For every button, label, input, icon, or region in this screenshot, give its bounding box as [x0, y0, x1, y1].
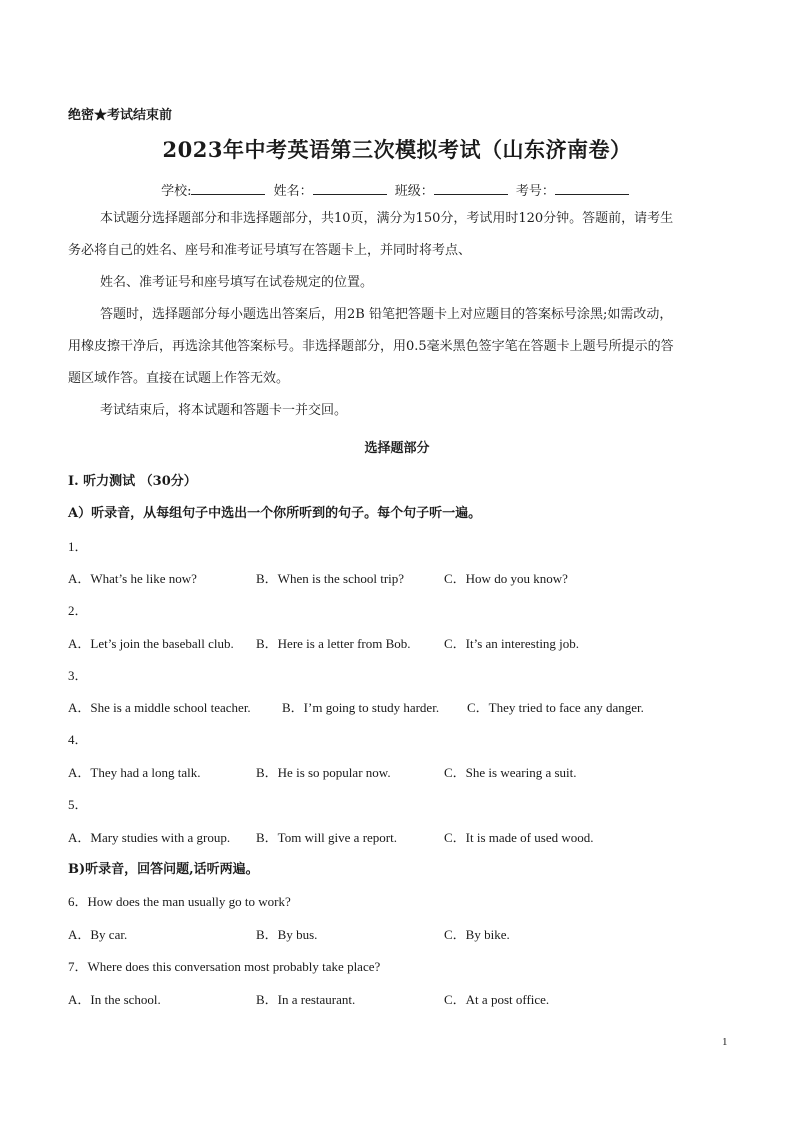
option-a[interactable]: A．Let’s join the baseball club. — [68, 636, 234, 651]
option-c[interactable]: C．It’s an interesting job. — [444, 636, 580, 651]
name-blank[interactable] — [313, 181, 387, 195]
instruction-line: 考试结束后，将本试题和答题卡一并交回。 — [100, 403, 348, 418]
option-a[interactable]: A．By car. — [68, 927, 128, 942]
part1-sub-b: B)听录音，回答问题,话听两遍。 — [68, 862, 259, 877]
page-number: 1 — [722, 1036, 728, 1048]
option-b[interactable]: B．Tom will give a report. — [256, 830, 397, 845]
class-label: 班级： — [394, 184, 434, 199]
question-number: 3． — [68, 668, 88, 683]
school-blank[interactable] — [191, 181, 265, 195]
option-c[interactable]: C．By bike. — [444, 927, 510, 942]
instruction-line: 答题时，选择题部分每小题选出答案后，用2B 铅笔把答题卡上对应题目的答案标号涂黑;如需改动， — [100, 307, 673, 322]
option-c[interactable]: C．It is made of used wood. — [444, 830, 594, 845]
instructions — [68, 203, 728, 427]
option-a[interactable]: A．Mary studies with a group. — [68, 830, 231, 845]
option-c[interactable]: C．At a post office. — [444, 992, 550, 1007]
option-b[interactable]: B．He is so popular now. — [256, 765, 391, 780]
option-b[interactable]: B．In a restaurant. — [256, 992, 356, 1007]
option-c[interactable]: C．She is wearing a suit. — [444, 765, 577, 780]
question-number: 2． — [68, 603, 88, 618]
option-a[interactable]: A．They had a long talk. — [68, 765, 201, 780]
instruction-line: 题区域作答。直接在试题上作答无效。 — [68, 371, 290, 386]
exam-title: 2023年中考英语第三次模拟考试（山东济南卷） — [162, 137, 632, 162]
option-a[interactable]: A．She is a middle school teacher. — [68, 700, 251, 715]
exam-number-label: 考号： — [515, 184, 555, 199]
part1-heading: I. 听力测试 （30分） — [68, 474, 197, 489]
instruction-line: 务必将自己的姓名、座号和准考证号填写在答题卡上，并同时将考点、 — [68, 243, 472, 258]
school-label: 学校: — [161, 184, 192, 199]
question-number: 4． — [68, 732, 88, 747]
name-label: 姓名： — [273, 184, 313, 199]
question-number: 1． — [68, 539, 88, 554]
option-a[interactable]: A．What’s he like now? — [68, 571, 197, 586]
question-number: 5． — [68, 797, 88, 812]
option-a[interactable]: A．In the school. — [68, 992, 161, 1007]
option-c[interactable]: C．They tried to face any danger. — [467, 700, 644, 715]
option-c[interactable]: C．How do you know? — [444, 571, 568, 586]
part1-sub-a: A）听录音，从每组句子中选出一个你所听到的句子。每个句子听一遍。 — [68, 506, 482, 521]
confidential-label: 绝密★考试结束前 — [68, 108, 173, 123]
section-title: 选择题部分 — [364, 441, 430, 456]
instruction-line: 用橡皮擦干净后，再选涂其他答案标号。非选择题部分，用0.5毫米黑色签字笔在答题卡上题号所提示的答 — [68, 339, 674, 354]
option-b[interactable]: B．When is the school trip? — [256, 571, 405, 586]
student-info-line — [0, 180, 794, 199]
exam-number-blank[interactable] — [555, 181, 629, 195]
question-text: 6．How does the man usually go to work? — [68, 894, 291, 909]
option-b[interactable]: B．By bus. — [256, 927, 318, 942]
instruction-line: 本试题分选择题部分和非选择题部分，共10页，满分为150分，考试用时120分钟。答题前，请考生 — [100, 211, 674, 226]
option-b[interactable]: B．I’m going to study harder. — [282, 700, 440, 715]
question-text: 7．Where does this conversation most probably take place? — [68, 959, 381, 974]
option-b[interactable]: B．Here is a letter from Bob. — [256, 636, 411, 651]
class-blank[interactable] — [434, 181, 508, 195]
instruction-line: 姓名、准考证号和座号填写在试卷规定的位置。 — [100, 275, 374, 290]
